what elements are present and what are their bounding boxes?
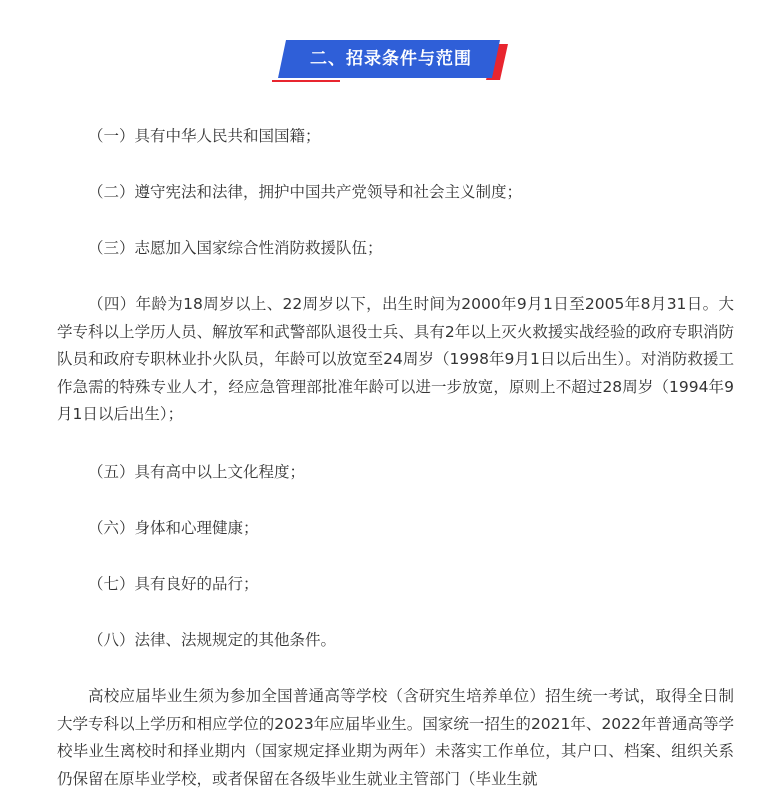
requirement-item-5: （五）具有高中以上文化程度；	[88, 463, 306, 481]
requirement-item-4: （四）年龄为18周岁以上、22周岁以下，出生时间为2000年9月1日至2005年8月31日。大学专科以上学历人员、解放军和武警部队退役士兵、具有2年以上灭火救援实战经验的政府专职消防队员和政府专职林业扑火队员，年龄可以放宽至24周岁（1998年9月1日以后出生）。对消防救援工作急需的特殊专业人才，经应急管理部批准年龄可以进一步放宽，原则上不超过28周岁（1994年9月1日以后出生）；	[57, 295, 734, 423]
section-title: 二、招录条件与范围	[310, 49, 472, 69]
requirement-item-7: （七）具有良好的品行；	[88, 575, 259, 593]
requirement-item-2: （二）遵守宪法和法律，拥护中国共产党领导和社会主义制度；	[88, 183, 523, 201]
requirement-item-1: （一）具有中华人民共和国国籍；	[88, 127, 321, 145]
requirement-item-8: （八）法律、法规规定的其他条件。	[88, 631, 337, 649]
requirement-item-6: （六）身体和心理健康；	[88, 519, 259, 537]
graduates-paragraph: 高校应届毕业生须为参加全国普通高等学校（含研究生培养单位）招生统一考试，取得全日制大学专科以上学历和相应学位的2023年应届毕业生。国家统一招生的2021年、2022年普通高等学校毕业生离校时和择业期内（国家规定择业期为两年）未落实工作单位，其户口、档案、组织关系仍保留在原毕业学校，或者保留在各级毕业生就业主管部门（毕业生就	[57, 687, 734, 788]
requirement-item-3: （三）志愿加入国家综合性消防救援队伍；	[88, 239, 383, 257]
section-header-banner	[272, 40, 508, 82]
